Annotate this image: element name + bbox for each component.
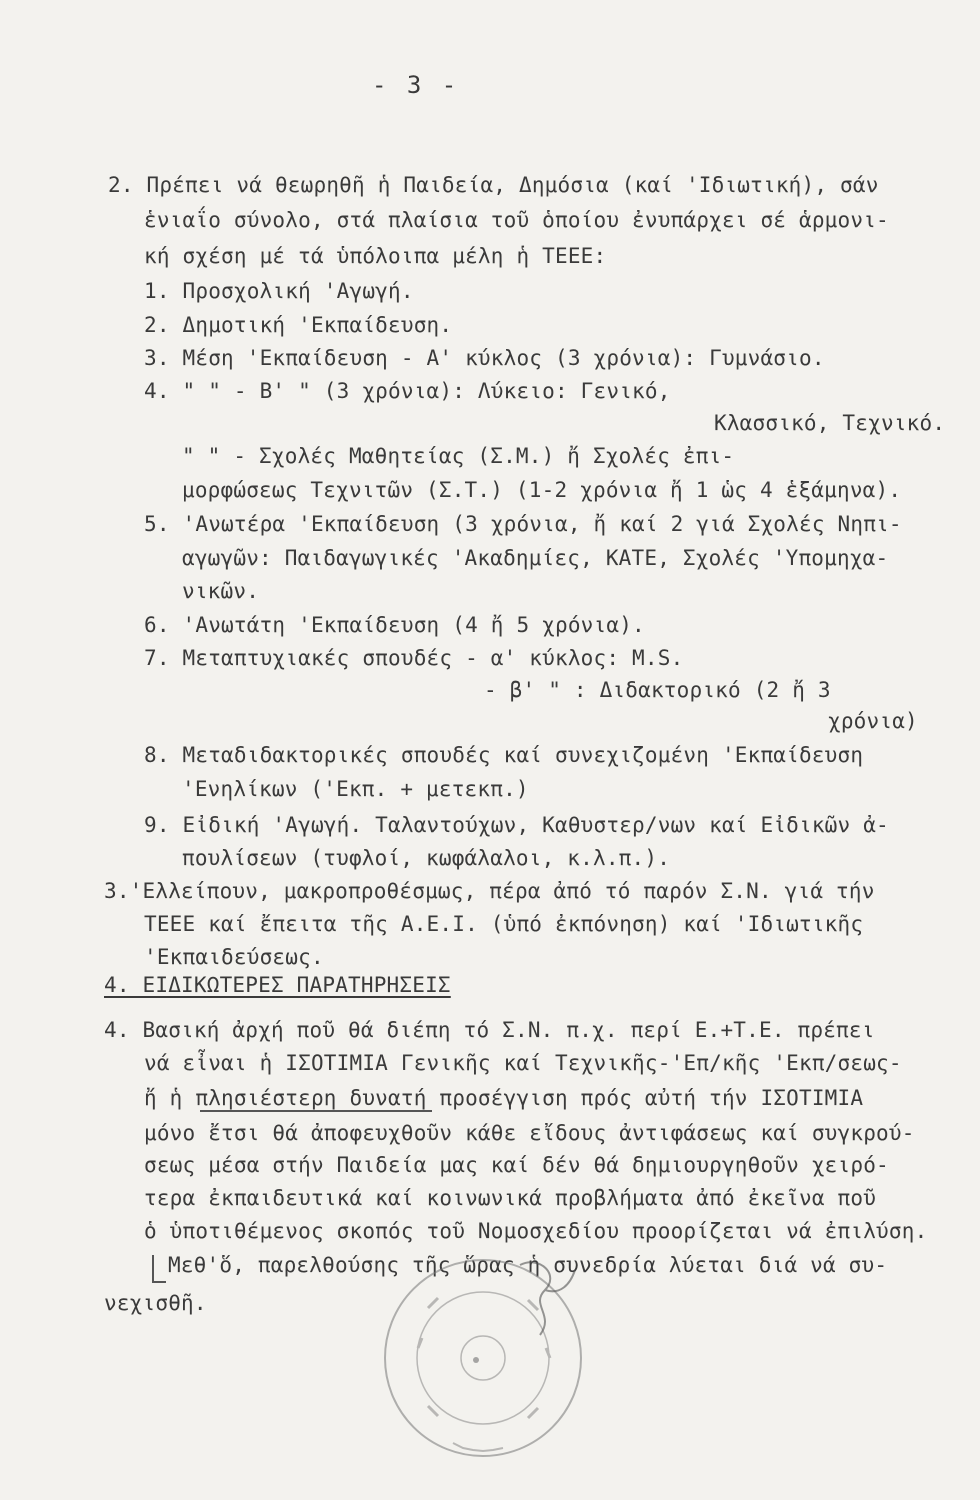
text-line: 1. Προσχολική 'Αγωγή. — [144, 279, 414, 303]
text-line: νά εἶναι ἡ ΙΣΟΤΙΜΙΑ Γενικῆς καί Τεχνικῆς-'Επ/κῆς 'Εκπ/σεως- — [144, 1051, 902, 1075]
text-line: τερα ἐκπαιδευτικά καί κοινωνικά προβλήματα ἀπό ἐκεῖνα ποῦ — [144, 1186, 877, 1210]
text-line: μόνο ἔτσι θά ἀποφευχθοῦν κάθε εἴδους ἀντιφάσεως καί συγκρού- — [144, 1121, 915, 1145]
text-line: 8. Μεταδιδακτορικές σπουδές καί συνεχιζομένη 'Εκπαίδευση — [144, 743, 864, 767]
text-line: πουλίσεων (τυφλοί, κωφάλαλοι, κ.λ.π.). — [182, 846, 671, 870]
text-line: 'Ενηλίκων ('Εκπ. + μετεκπ.) — [182, 777, 529, 801]
text-line: 6. 'Ανωτάτη 'Εκπαίδευση (4 ἤ 5 χρόνια). — [144, 613, 645, 637]
text-line: αγωγῶν: Παιδαγωγικές 'Ακαδημίες, ΚΑΤΕ, Σχολές 'Υπομηχα- — [182, 546, 889, 570]
text-line: χρόνια) — [828, 709, 918, 733]
section-heading: 4. ΕΙΔΙΚΩΤΕΡΕΣ ΠΑΡΑΤΗΡΗΣΕΙΣ — [104, 973, 451, 997]
text-line: 7. Μεταπτυχιακές σπουδές - α' κύκλος: M.S. — [144, 646, 684, 670]
text-line: 2. Πρέπει νά θεωρηθῆ ἡ Παιδεία, Δημόσια (καί 'Ιδιωτική), σάν — [108, 173, 879, 197]
text-line: 2. Δημοτική 'Εκπαίδευση. — [144, 313, 453, 337]
text-line: κή σχέση μέ τά ὑπόλοιπα μέλη ἡ ΤΕΕΕ: — [144, 244, 607, 268]
signature-icon — [500, 1255, 590, 1345]
text-line: 3.'Ελλείπουν, μακροπροθέσμως, πέρα ἀπό τό παρόν Σ.Ν. γιά τήν — [104, 879, 875, 903]
text-line: 9. Εἰδική 'Αγωγή. Ταλαντούχων, Καθυστερ/νων καί Εἰδικῶν ἀ- — [144, 813, 889, 837]
text-line: ἑνιαΐο σύνολο, στά πλαίσια τοῦ ὁποίου ἐνυπάρχει σέ ἁρμονι- — [144, 208, 889, 232]
page-number: - 3 - — [372, 71, 460, 99]
margin-bracket — [152, 1255, 166, 1283]
text-line: 'Εκπαιδεύσεως. — [144, 945, 324, 969]
text-line: μορφώσεως Τεχνιτῶν (Σ.Τ.) (1-2 χρόνια ἤ 1 ὡς 4 ἑξάμηνα). — [182, 478, 902, 502]
text-line: Μεθ'ὅ, παρελθούσης τῆς ὥρας ἡ συνεδρία λύεται διά νά συ- — [168, 1253, 888, 1277]
text-line: 4. " " - Β' " (3 χρόνια): Λύκειο: Γενικό, — [144, 379, 671, 403]
text-line: νικῶν. — [182, 579, 260, 603]
text-line: - β' " : Διδακτορικό (2 ἤ 3 — [484, 678, 831, 702]
text-line: 5. 'Ανωτέρα 'Εκπαίδευση (3 χρόνια, ἤ καί 2 γιά Σχολές Νηπι- — [144, 512, 902, 536]
phrase-underline — [200, 1110, 432, 1112]
text-line: " " - Σχολές Μαθητείας (Σ.Μ.) ἤ Σχολές ἐπι- — [182, 444, 735, 468]
text-line: ΤΕΕΕ καί ἔπειτα τῆς Α.Ε.Ι. (ὑπό ἐκπόνηση) καί 'Ιδιωτικῆς — [144, 912, 864, 936]
text-line: νεχισθῆ. — [104, 1291, 207, 1315]
text-line: σεως μέσα στήν Παιδεία μας καί δέν θά δημιουργηθοῦν χειρό- — [144, 1153, 889, 1177]
text-line: ὁ ὑποτιθέμενος σκοπός τοῦ Νομοσχεδίου προορίζεται νά ἐπιλύση. — [144, 1219, 928, 1243]
text-line: Κλασσικό, Τεχνικό. — [714, 411, 946, 435]
text-line: ἤ ἡ πλησιέστερη δυνατή προσέγγιση πρός αὐτή τήν ΙΣΟΤΙΜΙΑ — [144, 1086, 864, 1110]
text-line: 4. Βασική ἀρχή ποῦ θά διέπη τό Σ.Ν. π.χ. περί Ε.+Τ.Ε. πρέπει — [104, 1018, 875, 1042]
text-line: 3. Μέση 'Εκπαίδευση - Α' κύκλος (3 χρόνια): Γυμνάσιο. — [144, 346, 825, 370]
